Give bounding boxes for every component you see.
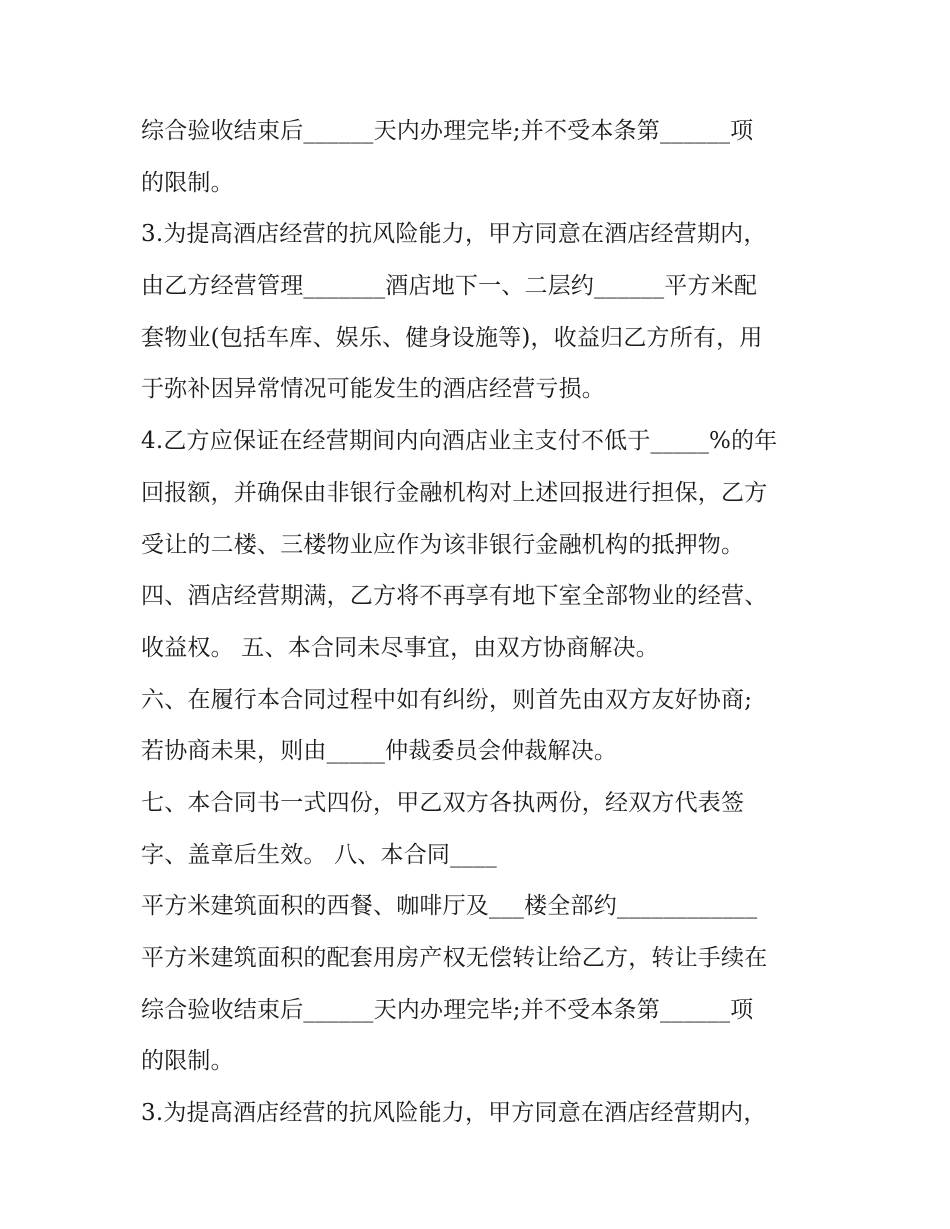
text-line: 六、在履行本合同过程中如有纠纷，则首先由双方友好协商; xyxy=(141,686,753,713)
text-line: 受让的二楼、三楼物业应作为该非银行金融机构的抵押物。 xyxy=(141,531,745,558)
text-line: 收益权。 五、本合同未尽事宜，由双方协商解决。 xyxy=(141,634,659,661)
text-line: 若协商未果，则由_____仲裁委员会仲裁解决。 xyxy=(141,738,618,765)
contract-text xyxy=(141,106,831,1140)
text-line: 的限制。 xyxy=(141,1048,234,1075)
text-line: 四、酒店经营期满，乙方将不再享有地下室全部物业的经营、 xyxy=(141,583,768,610)
text-line: 七、本合同书一式四份，甲乙双方各执两份，经双方代表签 xyxy=(141,789,745,816)
text-line: 平方米建筑面积的配套用房产权无偿转让给乙方，转让手续在 xyxy=(141,945,768,971)
text-line: 4.乙方应保证在经营期间内向酒店业主支付不低于_____%的年 xyxy=(141,428,778,455)
text-line: 于弥补因异常情况可能发生的酒店经营亏损。 xyxy=(141,376,605,403)
text-line: 3.为提高酒店经营的抗风险能力，甲方同意在酒店经营期内， xyxy=(141,221,767,248)
text-line: 综合验收结束后______天内办理完毕;并不受本条第______项 xyxy=(141,996,754,1023)
text-line: 由乙方经营管理_______酒店地下一、二层约______平方米配 xyxy=(141,273,758,300)
text-line: 字、盖章后生效。 八、本合同____ xyxy=(141,841,497,868)
text-line: 套物业(包括车库、娱乐、健身设施等)，收益归乙方所有，用 xyxy=(141,324,763,351)
text-line: 回报额，并确保由非银行金融机构对上述回报进行担保，乙方 xyxy=(141,479,768,506)
text-line: 3.为提高酒店经营的抗风险能力，甲方同意在酒店经营期内， xyxy=(141,1100,767,1127)
text-line: 的限制。 xyxy=(141,169,234,196)
text-line: 平方米建筑面积的西餐、咖啡厅及___楼全部约____________ xyxy=(141,893,758,920)
text-line: 综合验收结束后______天内办理完毕;并不受本条第______项 xyxy=(141,118,754,144)
